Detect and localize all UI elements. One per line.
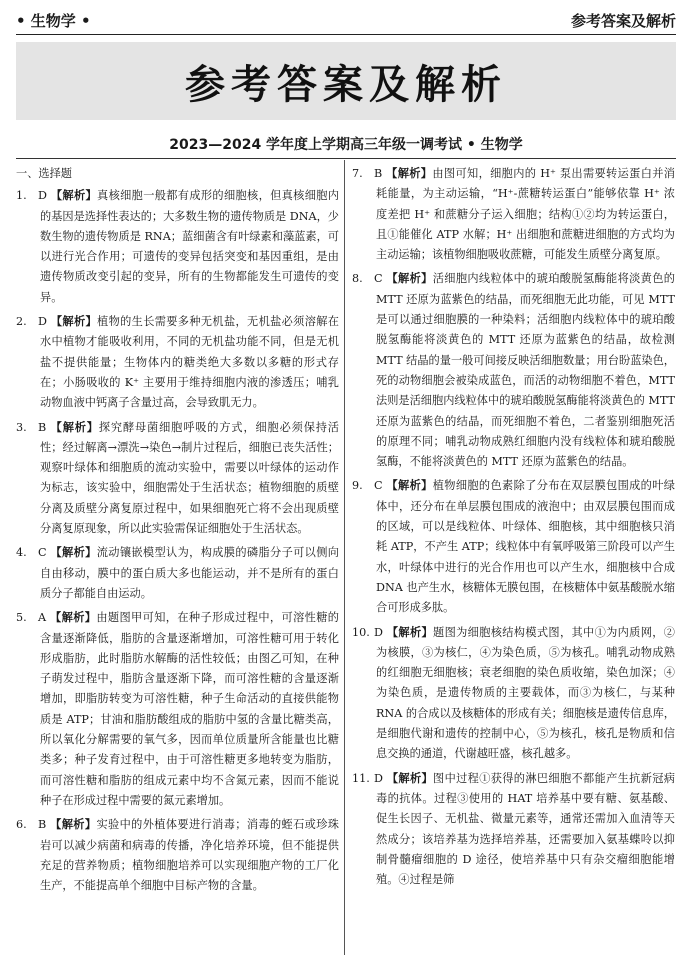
item-number: 5. — [16, 611, 27, 625]
analysis-text: 探究酵母菌细胞呼吸的方式，细胞必须保持活性；经过解离→漂洗→染色→制片过程后，细胞已丧失活性；观察叶绿体和细胞质的流动实验中，需要以叶绿体的运动作为标志，该实验中，细胞需处于生活状态；植物细胞的质壁分离及质壁分离复原过程中，如果细胞死亡将不会出现质壁分离复原现象，所以此实验需保证细胞处于生活状态。 — [40, 420, 339, 536]
section-heading: 一、选择题 — [16, 167, 72, 180]
answer-choice: D — [374, 771, 383, 785]
subject-label: • 生物学 • — [16, 11, 91, 30]
analysis-tag: 【解析】 — [50, 315, 98, 329]
answer-choice: B — [38, 818, 47, 832]
answer-choice: C — [38, 546, 47, 560]
analysis-tag: 【解析】 — [386, 771, 434, 785]
item-number: 9. — [352, 479, 363, 493]
answer-item — [16, 312, 339, 413]
item-number: 4. — [16, 546, 27, 560]
title-banner — [16, 42, 676, 120]
answer-choice: D — [38, 315, 47, 329]
answer-item — [16, 418, 339, 540]
analysis-tag: 【解析】 — [50, 611, 97, 625]
item-number: 2. — [16, 315, 27, 329]
answer-choice: C — [374, 272, 383, 286]
item-number: 6. — [16, 818, 27, 832]
analysis-text: 真核细胞一般都有成形的细胞核，但真核细胞内的基因是选择性表达的；大多数生物的遗传物质是 DNA，少数生物的遗传物质是 RNA；蓝细菌含有叶绿素和藻蓝素，可以进行光合作用；可遗传的变异包括突变和基因重组，是由遗传物质改变引起的变异，所有的生物都能发生可遗传的变异。 — [40, 189, 339, 304]
analysis-tag: 【解析】 — [386, 625, 434, 639]
answer-choice: B — [374, 167, 383, 180]
analysis-text: 植物细胞的色素除了分布在双层膜包围成的叶绿体中，还分布在单层膜包围成的液泡中；由双层膜包围而成的区域，可以是线粒体、叶绿体、细胞核，其中细胞核只消耗 ATP，不产生 ATP；线粒体中有氧呼吸第三阶段可以产生水，叶绿体中进行的光合作用也可以产生水，细胞核中合成 DNA 也产生水，核糖体无膜包围，在核糖体中氨基酸脱水缩合可形成多肽。 — [376, 479, 675, 615]
analysis-text: 图中过程①获得的淋巴细胞不都能产生抗新冠病毒的抗体。过程③使用的 HAT 培养基中要有糖、氨基酸、促生长因子、无机盐、微量元素等，通常还需加入血清等天然成分；该培养基为选择培养基，还需要加入氨基蝶呤以抑制骨髓瘤细胞的 D 途径，使培养基中只有杂交瘤细胞能增殖。④过程是筛 — [376, 771, 675, 887]
analysis-tag: 【解析】 — [386, 272, 433, 286]
answer-choice: D — [374, 625, 383, 639]
answer-choice: D — [38, 189, 47, 203]
page-header — [16, 6, 676, 35]
answer-choice: B — [38, 420, 47, 434]
answer-item — [352, 476, 675, 618]
analysis-tag: 【解析】 — [50, 420, 99, 434]
answer-item — [16, 543, 339, 604]
answer-item — [352, 769, 675, 891]
left-column — [16, 164, 339, 900]
answer-item — [16, 815, 339, 896]
item-number: 1. — [16, 189, 27, 203]
item-number: 3. — [16, 420, 27, 434]
answer-choice: A — [38, 611, 47, 625]
analysis-text: 实验中的外植体要进行消毒；消毒的蛭石或珍珠岩可以减少病菌和病毒的传播，净化培养环境，但不能提供充足的营养物质；植物细胞培养可以实现细胞产物的工厂化生产，不能提高单个细胞中目标产物的含量。 — [40, 818, 339, 893]
section-label: 参考答案及解析 — [570, 11, 676, 30]
analysis-text: 活细胞内线粒体中的琥珀酸脱氢酶能将淡黄色的 MTT 还原为蓝紫色的结晶，而死细胞无此功能，可见 MTT 是可以通过细胞膜的一种染料；活细胞内线粒体中的琥珀酸脱氢酶能将淡黄色的 MTT 还原为蓝紫色的结晶，故检测 MTT 结晶的量一般可间接反映活细胞数量；用台盼蓝染色，死的动物细胞会被染成蓝色，而活的动物细胞不着色，MTT 法则是活细胞内线粒体中的琥珀酸脱氢酶能将淡黄色的 MTT 还原为蓝紫色的结晶，而死细胞不着色，二者鉴别细胞死活的原理不同；哺乳动物成熟红细胞内没有线粒体和琥珀酸脱氢酶，不能将淡黄色的 MTT 还原为蓝紫色的结晶。 — [376, 272, 675, 469]
analysis-tag: 【解析】 — [50, 818, 97, 832]
answer-item — [352, 623, 675, 765]
answer-choice: C — [374, 479, 383, 493]
analysis-tag: 【解析】 — [50, 189, 98, 203]
analysis-tag: 【解析】 — [50, 546, 97, 560]
item-number: 10. — [352, 625, 370, 639]
analysis-text: 流动镶嵌模型认为，构成膜的磷脂分子可以侧向自由移动，膜中的蛋白质大多也能运动，并不是所有的蛋白质分子都能自由运动。 — [40, 546, 339, 600]
column-divider — [344, 160, 345, 955]
banner-title: 参考答案及解析 — [185, 61, 507, 108]
analysis-text: 题图为细胞核结构模式图，其中①为内质网，②为核膜，③为核仁，④为染色质，⑤为核孔。哺乳动物成熟的红细胞无细胞核；衰老细胞的染色质收缩，染色加深；④为染色质，是遗传物质的主要载体，而③为核仁，与某种 RNA 的合成以及核糖体的形成有关；细胞核是遗传信息库，是细胞代谢和遗传的控制中心，⑤为核孔，核孔是物质和信息交换的通道，代谢越旺盛，核孔越多。 — [376, 625, 675, 761]
right-column — [352, 164, 675, 894]
item-number: 11. — [352, 771, 370, 785]
analysis-text: 由图可知，细胞内的 H⁺ 泵出需要转运蛋白并消耗能量，为主动运输，“H⁺-蔗糖转运蛋白”能够依靠 H⁺ 浓度差把 H⁺ 和蔗糖分子运入细胞；结构①②均为转运蛋白，且①能催化 ATP 水解；H⁺ 出细胞和蔗糖进细胞的方式均为主动运输；该植物细胞吸收蔗糖，可能发生质壁分离复原。 — [376, 167, 675, 262]
divider — [16, 158, 676, 159]
analysis-tag: 【解析】 — [386, 479, 433, 493]
answer-item — [352, 164, 675, 265]
analysis-text: 植物的生长需要多种无机盐，无机盐必须溶解在水中植物才能吸收利用，不同的无机盐功能不同，但是无机盐不提供能量；生物体内的糖类绝大多数以多糖的形式存在；小肠吸收的 K⁺ 主要用于维持细胞内液的渗透压；哺乳动物血液中钙离子含量过高，会导致肌无力。 — [40, 315, 339, 410]
analysis-text: 由题图甲可知，在种子形成过程中，可溶性糖的含量逐渐降低，脂肪的含量逐渐增加，可溶性糖可用于转化形成脂肪，此时脂肪水解酶的活性较低；由图乙可知，在种子萌发过程中，脂肪含量逐渐下降，而可溶性糖的含量逐渐增加，即脂肪转变为可溶性糖，种子生命活动的直接供能物质是 ATP；甘油和脂肪酸组成的脂肪中氢的含量比糖类高，所以氧化分解需要的氧气多，因而单位质量所含能量也比糖类多；种子发育过程中，由于可溶性糖更多地转变为脂肪，而可溶性糖和脂肪的组成元素中均不含氮元素，因而不能说种子在形成过程中需要的氮元素增加。 — [40, 611, 339, 807]
answer-item — [352, 269, 675, 472]
answer-item — [16, 608, 339, 811]
exam-subtitle: 2023—2024 学年度上学期高三年级一调考试 • 生物学 — [169, 137, 523, 153]
item-number: 7. — [352, 167, 363, 180]
answer-item — [16, 186, 339, 308]
analysis-tag: 【解析】 — [386, 167, 433, 180]
item-number: 8. — [352, 272, 363, 286]
